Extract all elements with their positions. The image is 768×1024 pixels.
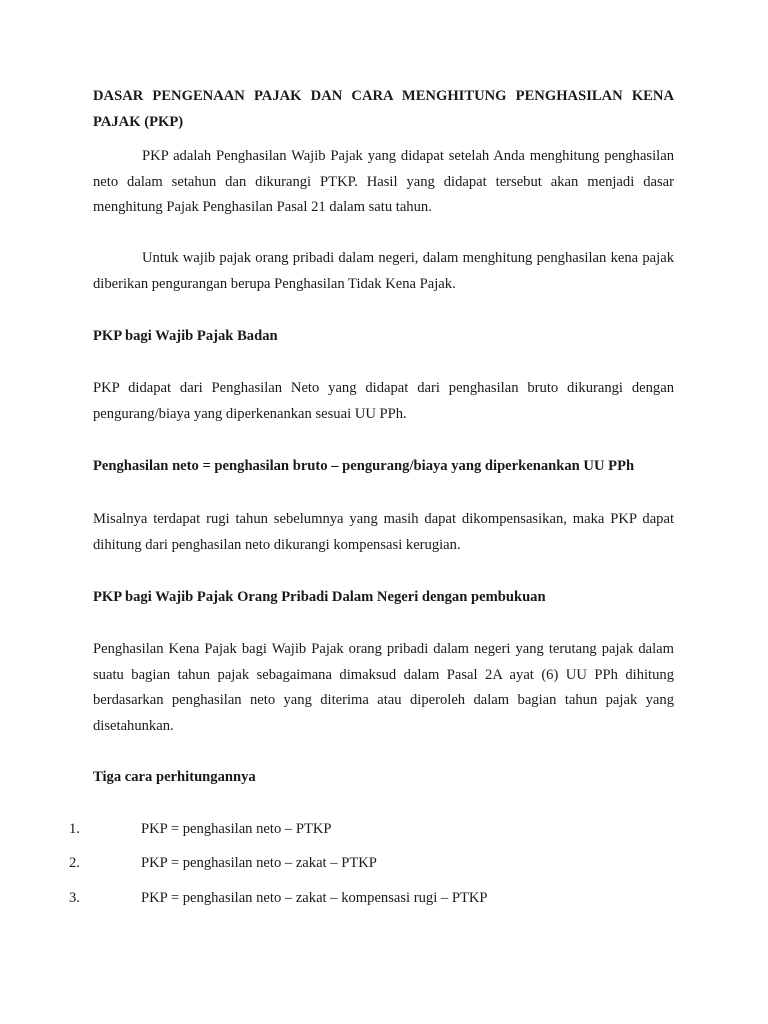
pribadi-paragraph: Penghasilan Kena Pajak bagi Wajib Pajak orang pribadi dalam negeri yang terutang pajak dalam suatu bagian tahun pajak sebagaimana dimaksud dalam Pasal 2A ayat (6) UU PPh dihitung berdasarkan penghasilan neto yang diterima atau diperoleh dalam bagian tahun pajak yang disetahunkan.: [93, 641, 674, 734]
intro-paragraph-1: PKP adalah Penghasilan Wajib Pajak yang didapat setelah Anda menghitung penghasilan neto dalam setahun dan dikurangi PTKP. Hasil yang didapat tersebut akan menjadi dasar menghitung Pajak Penghasilan Pasal 21 dalam satu tahun.: [93, 148, 674, 215]
list-item-number: 2.: [69, 855, 80, 871]
list-item: [0, 850, 768, 876]
badan-paragraph-2: Misalnya terdapat rugi tahun sebelumnya yang masih dapat dikompensasikan, maka PKP dapat dihitung dari penghasilan neto dikurangi kompensasi kerugian.: [93, 511, 674, 553]
badan-formula: Penghasilan neto = penghasilan bruto – pengurang/biaya yang diperkenankan UU PPh: [93, 458, 635, 474]
section-heading-cara: Tiga cara perhitungannya: [93, 769, 256, 785]
list-item-number: 3.: [69, 890, 80, 906]
list-item: [0, 885, 768, 911]
badan-paragraph-1: PKP didapat dari Penghasilan Neto yang didapat dari penghasilan bruto dikurangi dengan pengurang/biaya yang diperkenankan sesuai UU PPh.: [93, 380, 674, 422]
list-item-number: 1.: [69, 821, 80, 837]
list-item: [0, 816, 768, 842]
section-heading-badan: PKP bagi Wajib Pajak Badan: [93, 328, 278, 344]
intro-paragraph-2: Untuk wajib pajak orang pribadi dalam negeri, dalam menghitung penghasilan kena pajak diberikan pengurangan berupa Penghasilan Tidak Kena Pajak.: [93, 250, 674, 292]
section-heading-pribadi: PKP bagi Wajib Pajak Orang Pribadi Dalam Negeri dengan pembukuan: [93, 589, 546, 605]
list-item-text: PKP = penghasilan neto – zakat – kompensasi rugi – PTKP: [141, 890, 488, 906]
document-title: DASAR PENGENAAN PAJAK DAN CARA MENGHITUNG PENGHASILAN KENA PAJAK (PKP): [93, 88, 674, 130]
list-item-text: PKP = penghasilan neto – zakat – PTKP: [141, 855, 377, 871]
list-item-text: PKP = penghasilan neto – PTKP: [141, 821, 332, 837]
